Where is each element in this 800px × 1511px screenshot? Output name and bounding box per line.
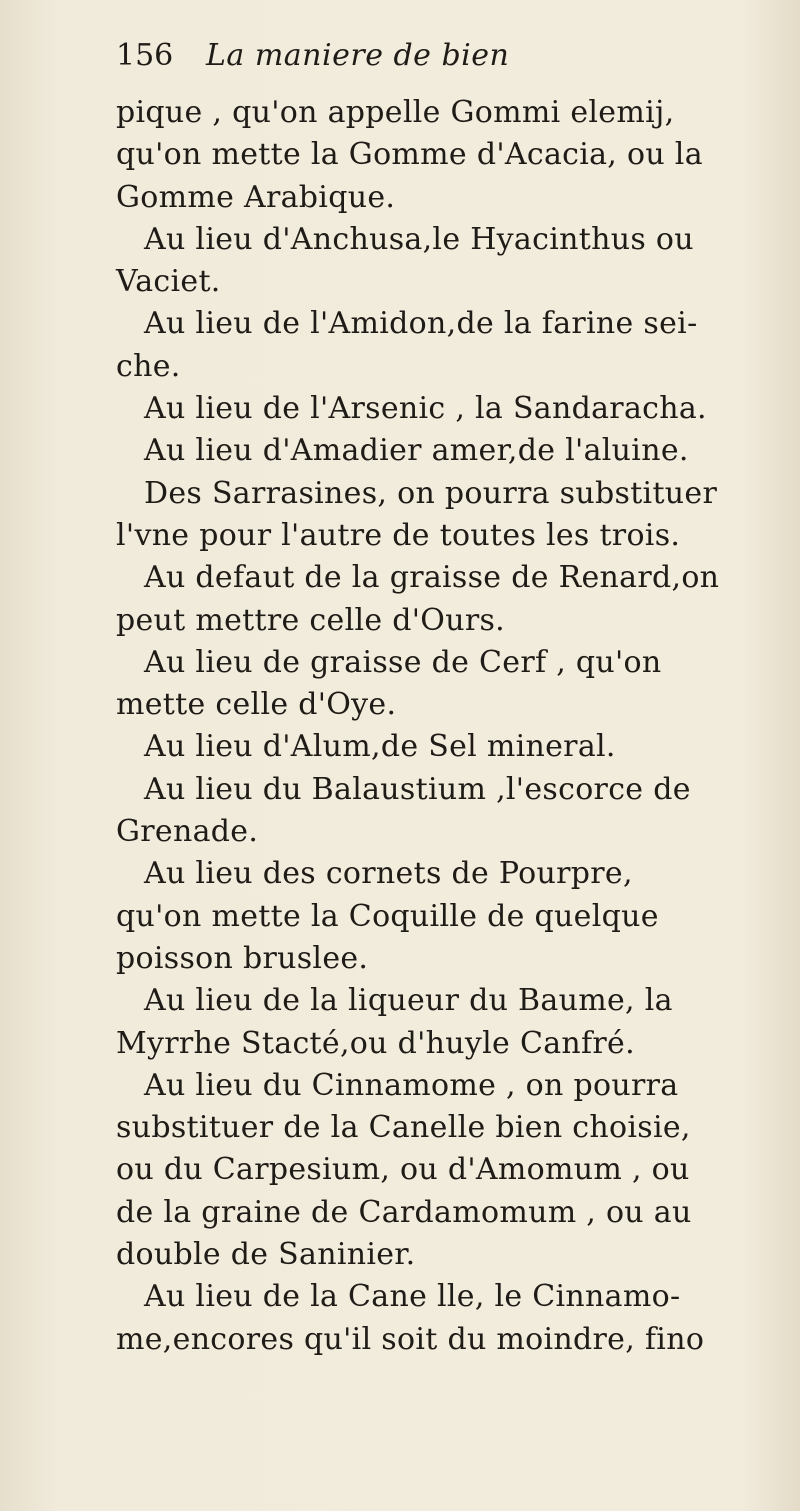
text-line: Vaciet. — [116, 264, 221, 300]
text-line: Au lieu de graisse de Cerf , qu'on — [144, 644, 662, 680]
text-line: Au lieu de la liqueur du Baume, la — [144, 983, 673, 1019]
text-body — [116, 92, 770, 1361]
text-line: de la graine de Cardamomum , ou au — [116, 1194, 692, 1230]
text-line: Au lieu d'Alum,de Sel mineral. — [144, 729, 616, 765]
page-header — [116, 38, 770, 86]
text-line: pique , qu'on appelle Gommi elemij, — [116, 95, 675, 130]
text-line: Au lieu d'Amadier amer,de l'aluine. — [144, 433, 689, 469]
text-line: Gomme Arabique. — [116, 179, 396, 215]
page-number: 156 — [116, 38, 174, 73]
text-line: mette celle d'Oye. — [116, 687, 397, 723]
text-line: double de Saninier. — [116, 1237, 416, 1273]
running-head: La maniere de bien — [206, 38, 510, 73]
text-line: Grenade. — [116, 814, 259, 850]
text-line: peut mettre celle d'Ours. — [116, 602, 505, 638]
text-line: qu'on mette la Coquille de quelque — [116, 898, 659, 934]
text-line: substituer de la Canelle bien choisie, — [116, 1110, 691, 1146]
text-line: Au lieu du Cinnamome , on pourra — [144, 1067, 679, 1103]
text-line: Des Sarrasines, on pourra substituer — [144, 475, 718, 511]
text-line: che. — [116, 348, 181, 384]
text-line: Myrrhe Stacté,ou d'huyle Canfré. — [116, 1025, 635, 1061]
text-line: Au lieu de l'Amidon,de la farine sei- — [144, 306, 698, 342]
text-line: Au lieu du Balaustium ,l'escorce de — [144, 771, 691, 807]
text-line: poisson bruslee. — [116, 940, 369, 976]
text-line: l'vne pour l'autre de toutes les trois. — [116, 517, 681, 553]
text-line: me,encores qu'il soit du moindre, fino — [116, 1321, 705, 1357]
text-line: Au lieu d'Anchusa,le Hyacinthus ou — [144, 221, 694, 257]
text-line: ou du Carpesium, ou d'Amomum , ou — [116, 1152, 690, 1188]
text-line: Au lieu de l'Arsenic , la Sandaracha. — [144, 391, 707, 427]
text-line: Au lieu des cornets de Pourpre, — [144, 856, 633, 892]
text-line: Au lieu de la Cane lle, le Cinnamo- — [144, 1279, 681, 1315]
text-line: Au defaut de la graisse de Renard,on — [144, 560, 720, 596]
text-line: qu'on mette la Gomme d'Acacia, ou la — [116, 137, 703, 173]
